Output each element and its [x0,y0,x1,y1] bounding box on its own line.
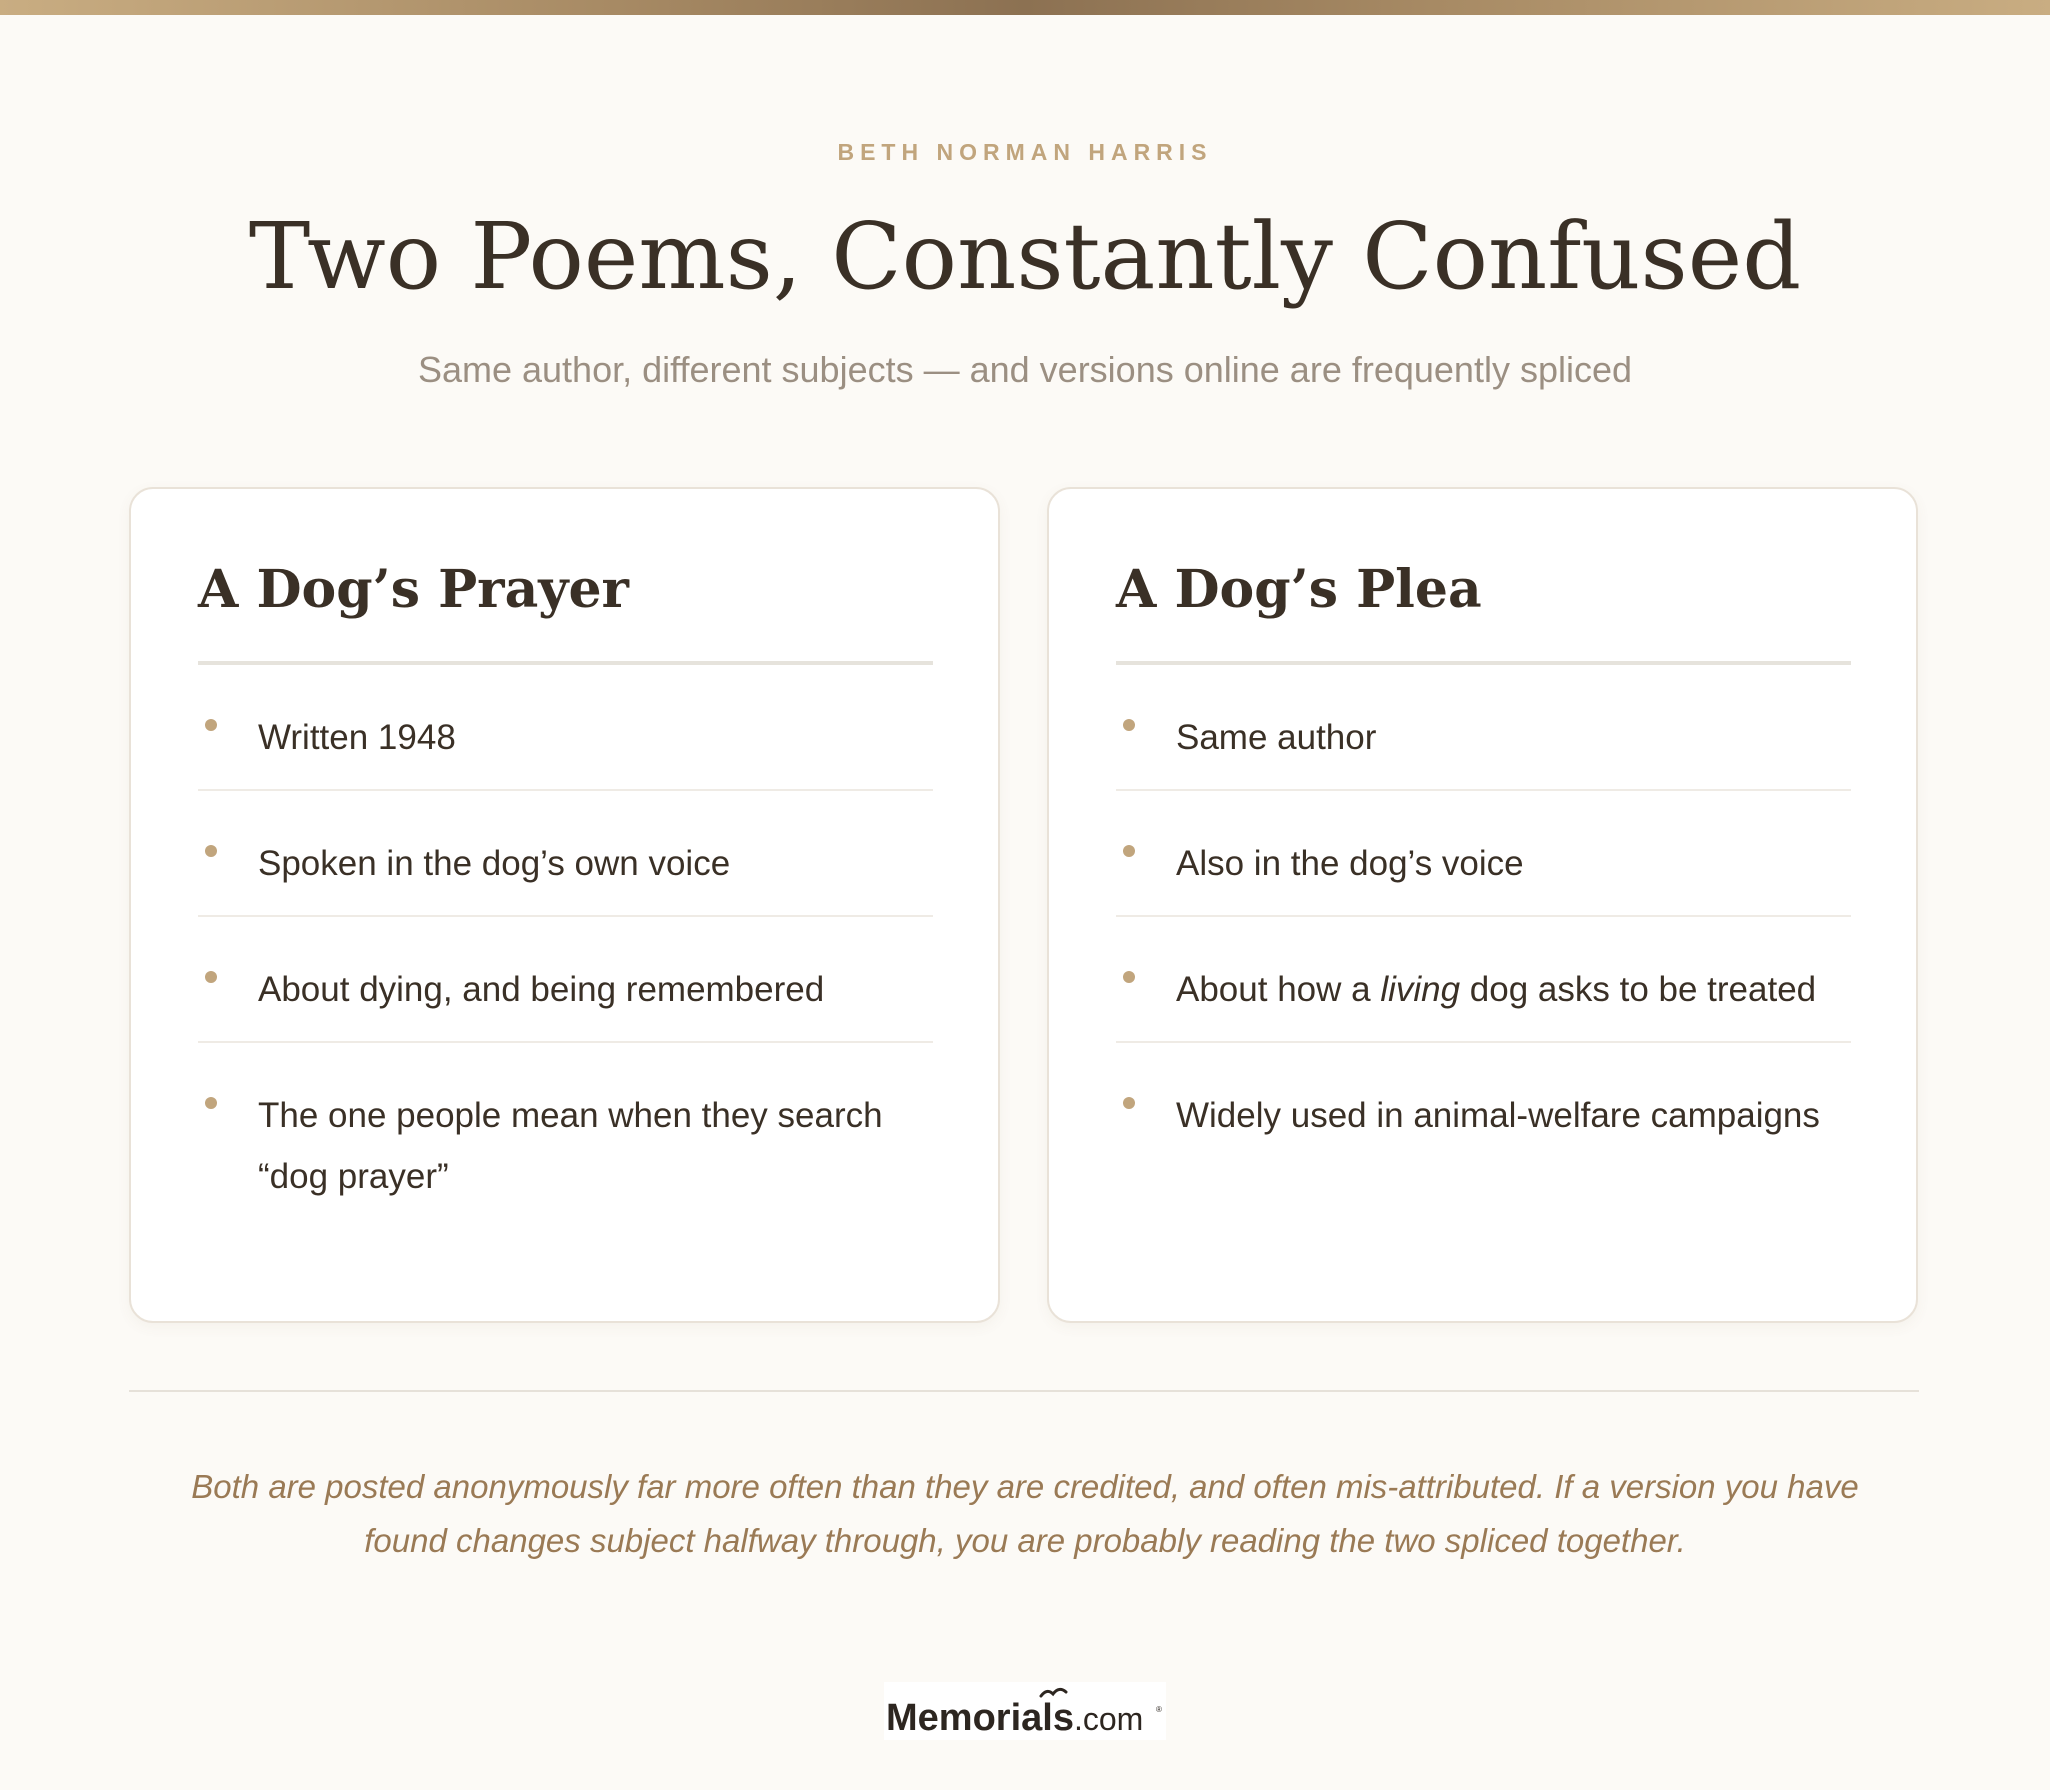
bullet-dot-icon [1123,971,1135,983]
list-item-text [1176,970,1816,1009]
svg-text:®: ® [1156,1705,1162,1714]
list-item-text: Widely used in animal-welfare campaigns [1176,1096,1820,1135]
list-item [1116,791,1851,917]
list-item-text-after: dog asks to be treated [1460,970,1817,1009]
list-item-text: About dying, and being remembered [258,970,825,1009]
page-title: Two Poems, Constantly Confused [248,203,1802,310]
list-item [198,917,933,1043]
card-title: A Dog’s Prayer [198,559,629,620]
logo-text-main: Memorials [886,1697,1074,1739]
bullet-dot-icon [205,1097,217,1109]
list-item [198,1043,933,1247]
section-divider [129,1390,1919,1392]
card-title: A Dog’s Plea [1116,559,1482,620]
bullet-dot-icon [1123,1097,1135,1109]
bullet-dot-icon [1123,719,1135,731]
memorials-logo [884,1682,1166,1740]
card-item-list [1116,665,1851,1167]
list-item-emphasis: living [1380,970,1461,1009]
list-item [1116,917,1851,1043]
logo-text-suffix: .com [1073,1701,1144,1737]
list-item [1116,665,1851,791]
bird-icon [1041,1689,1066,1696]
footnote: Both are posted anonymously far more often than they are credited, and often mis-attributed. If a version you have found changes subject halfway through, you are probably reading the two spliced together. [191,1468,1859,1559]
list-item-text: The one people mean when they search “dog prayer” [258,1096,883,1196]
list-item-text-before: About how a [1176,970,1381,1009]
card-item-list [198,665,933,1247]
bullet-dot-icon [205,719,217,731]
author-eyebrow: BETH NORMAN HARRIS [837,139,1213,165]
list-item-text: Also in the dog’s voice [1176,844,1524,883]
bullet-dot-icon [205,845,217,857]
list-item-text: Spoken in the dog’s own voice [258,844,731,883]
card-dogs-plea [1047,487,1918,1323]
list-item-text: Written 1948 [258,718,456,757]
list-item [198,791,933,917]
card-dogs-prayer [129,487,1000,1323]
list-item [1116,1043,1851,1167]
svg-text:Memorials.com [886,1697,1143,1739]
top-accent-bar [0,0,2050,15]
memorials-logo-mark [884,1682,1166,1740]
list-item [198,665,933,791]
page-subtitle: Same author, different subjects — and versions online are frequently spliced [417,349,1633,390]
bullet-dot-icon [1123,845,1135,857]
bullet-dot-icon [205,971,217,983]
list-item-text: Same author [1176,718,1377,757]
